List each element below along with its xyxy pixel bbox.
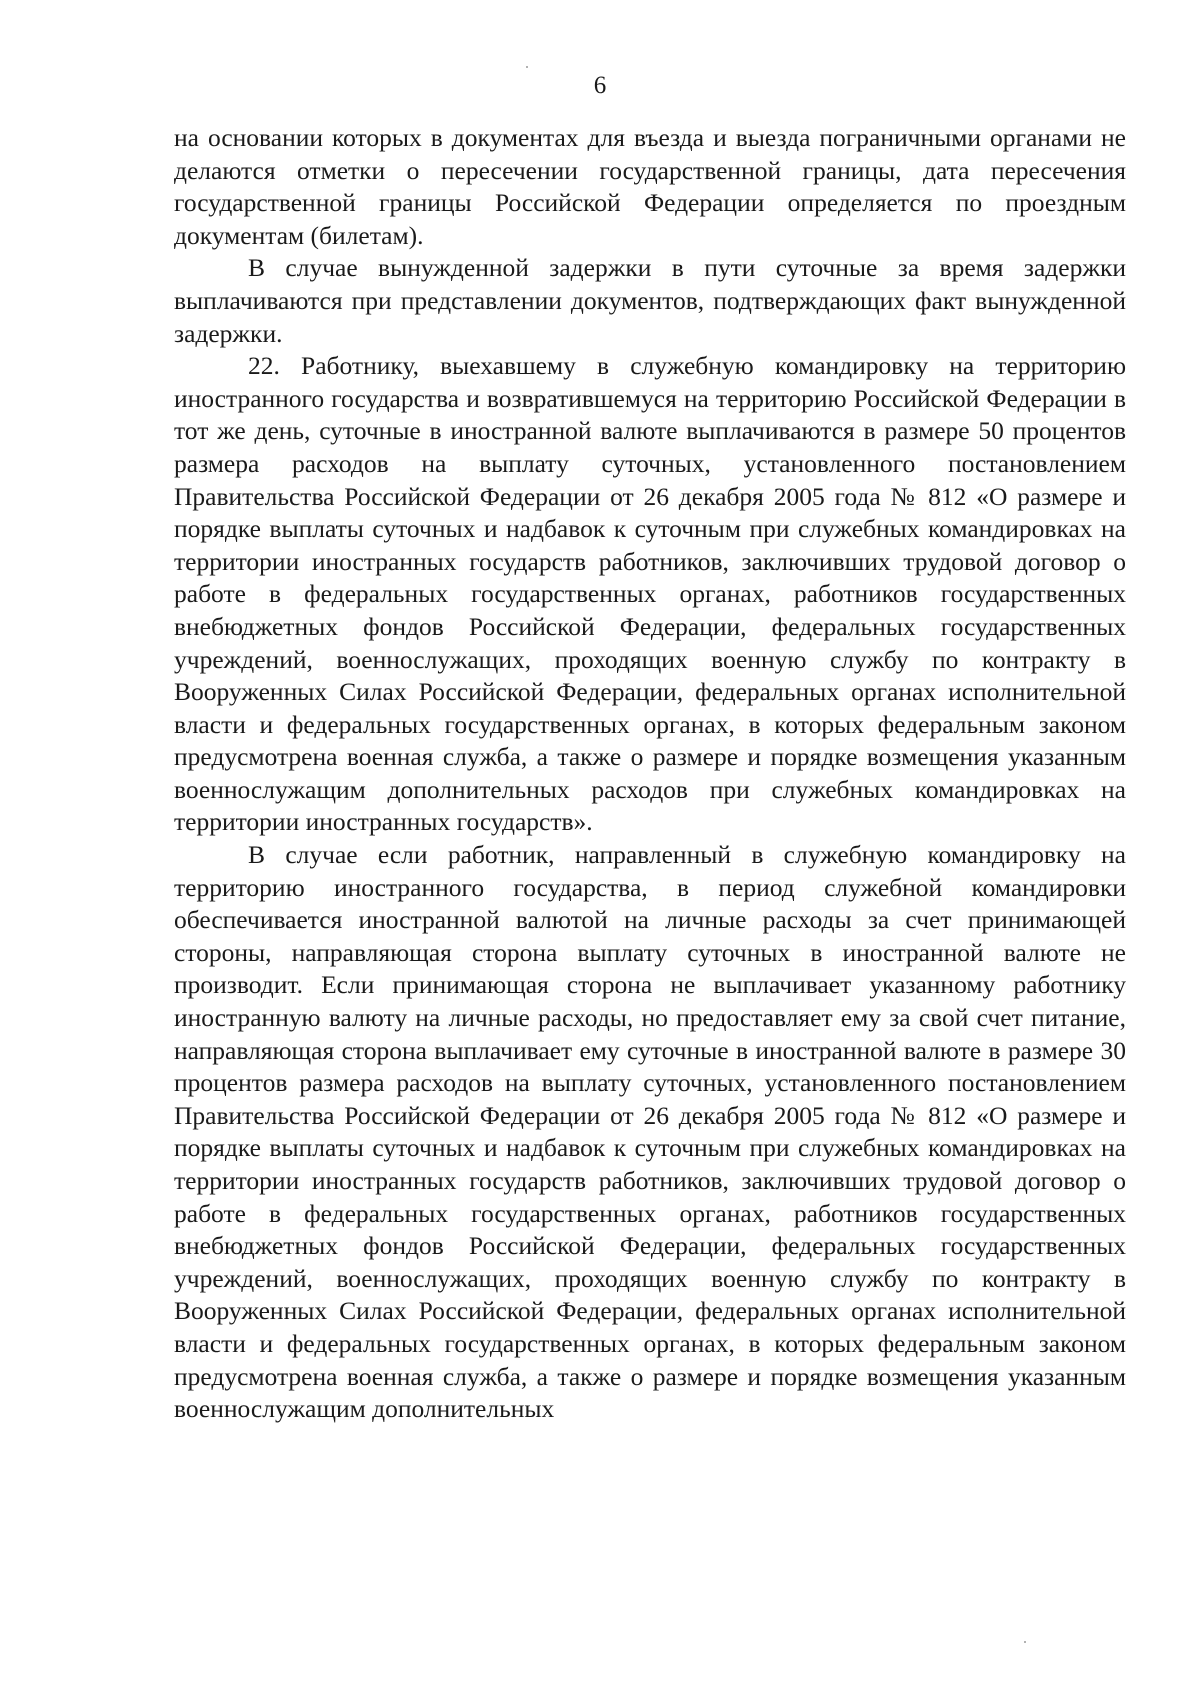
document-body	[174, 122, 1126, 1426]
page-number: 6	[593, 72, 607, 99]
paragraph-item-22: 22. Работнику, выехавшему в служебную командировку на территорию иностранного государства и возвратившемуся на территорию Российской Федерации в тот же день, суточные в иностранной валюте выплачиваются в размере 50 процентов размера расходов на выплату суточных, установленного постановлением Правительства Российской Федерации от 26 декабря 2005 года № 812 «О размере и порядке выплаты суточных и надбавок к суточным при служебных командировках на территории иностранных государств работников, заключивших трудовой договор о работе в федеральных государственных органах, работников государственных внебюджетных фондов Российской Федерации, федеральных государственных учреждений, военнослужащих, проходящих военную службу по контракту в Вооруженных Силах Российской Федерации, федеральных органах исполнительной власти и федеральных государственных органах, в которых федеральным законом предусмотрена военная служба, а также о размере и порядке возмещения указанным военнослужащим дополнительных расходов при служебных командировках на территории иностранных государств».	[174, 351, 1126, 837]
paragraph-host-side-provision: В случае если работник, направленный в служебную командировку на территорию иностранного государства, в период служебной командировки обеспечивается иностранной валютой на личные расходы за счет принимающей стороны, направляющая сторона выплату суточных в иностранной валюте не производит. Если принимающая сторона не выплачивает указанному работнику иностранную валюту на личные расходы, но предоставляет ему за свой счет питание, направляющая сторона выплачивает ему суточные в иностранной валюте в размере 30 процентов размера расходов на выплату суточных, установленного постановлением Правительства Российской Федерации от 26 декабря 2005 года № 812 «О размере и порядке выплаты суточных и надбавок к суточным при служебных командировках на территории иностранных государств работников, заключивших трудовой договор о работе в федеральных государственных органах, работников государственных внебюджетных фондов Российской Федерации, федеральных государственных учреждений, военнослужащих, проходящих военную службу по контракту в Вооруженных Силах Российской Федерации, федеральных органах исполнительной власти и федеральных государственных органах, в которых федеральным законом предусмотрена военная служба, а также о размере и порядке возмещения указанным военнослужащим дополнительных	[174, 840, 1126, 1424]
scan-speck	[1024, 1641, 1026, 1643]
paragraph-continuation: на основании которых в документах для въезда и выезда пограничными органами не делаются отметки о пересечении государственной границы, дата пересечения государственной границы Российской Федерации определяется по проездным документам (билетам).	[174, 123, 1126, 250]
scan-speck	[526, 66, 528, 68]
paragraph-forced-delay: В случае вынужденной задержки в пути суточные за время задержки выплачиваются при представлении документов, подтверждающих факт вынужденной задержки.	[174, 253, 1126, 348]
